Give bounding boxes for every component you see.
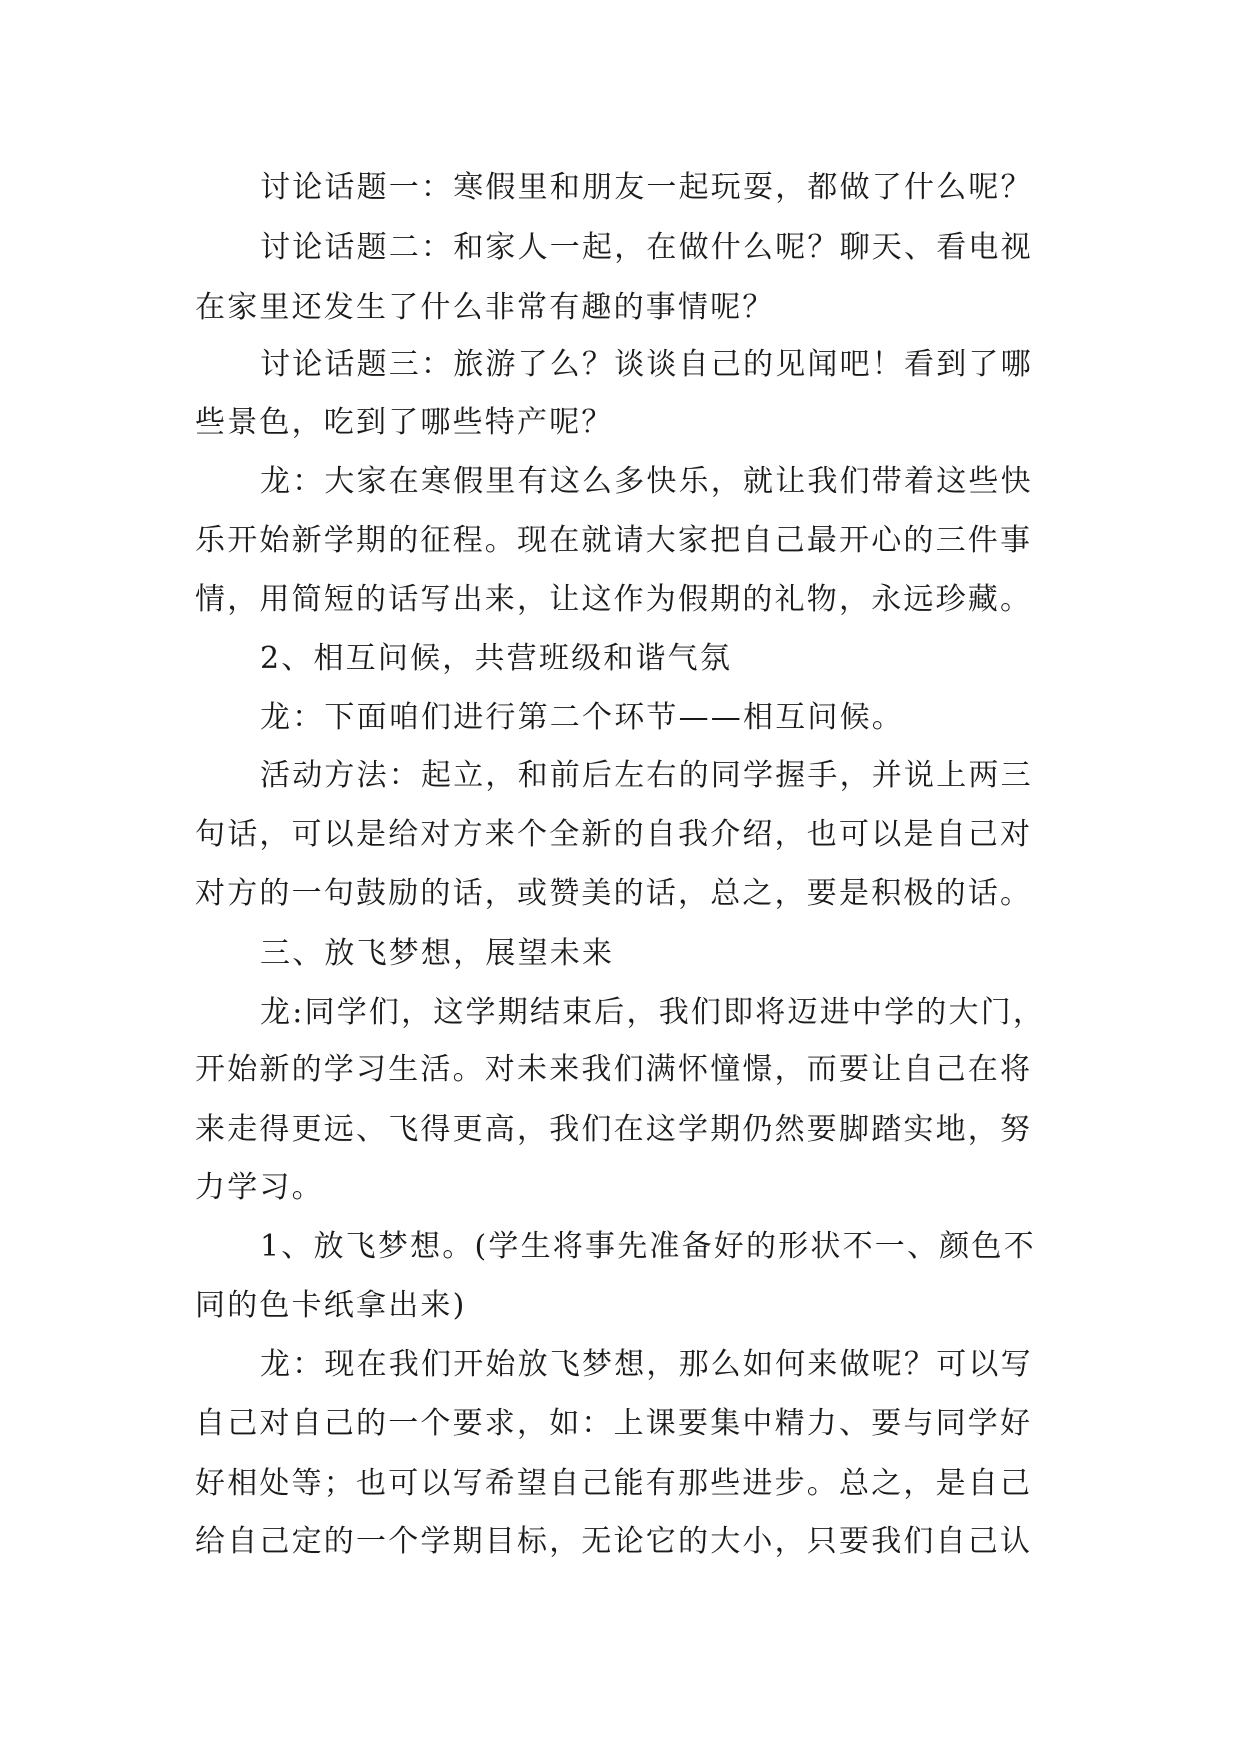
text-line: 讨论话题一：寒假里和朋友一起玩耍，都做了什么呢？ <box>260 170 1033 205</box>
text-line: 自己对自己的一个要求，如：上课要集中精力、要与同学好 <box>195 1406 1033 1441</box>
text-line: 讨论话题二：和家人一起，在做什么呢？聊天、看电视 <box>260 230 1033 265</box>
text-line: 些景色，吃到了哪些特产呢？ <box>195 405 614 440</box>
text-line: 情，用简短的话写出来，让这作为假期的礼物，永远珍藏。 <box>195 582 1033 617</box>
text-line: 给自己定的一个学期目标，无论它的大小，只要我们自己认 <box>195 1524 1033 1559</box>
text-line: 同的色卡纸拿出来) <box>195 1288 467 1323</box>
text-line: 开始新的学习生活。对未来我们满怀憧憬，而要让自己在将 <box>195 1052 1033 1087</box>
text-line: 活动方法：起立，和前后左右的同学握手，并说上两三 <box>260 758 1033 793</box>
text-line: 讨论话题三：旅游了么？谈谈自己的见闻吧！看到了哪 <box>260 347 1033 382</box>
text-line: 三、放飞梦想，展望未来 <box>260 936 615 971</box>
text-line: 好相处等；也可以写希望自己能有那些进步。总之，是自己 <box>195 1466 1033 1501</box>
text-line: 龙：大家在寒假里有这么多快乐，就让我们带着这些快 <box>260 464 1033 499</box>
text-line: 1、放飞梦想。(学生将事先准备好的形状不一、颜色不 <box>260 1229 1036 1264</box>
text-line: 龙：现在我们开始放飞梦想，那么如何来做呢？可以写 <box>260 1347 1033 1382</box>
text-line: 在家里还发生了什么非常有趣的事情呢？ <box>195 290 775 325</box>
text-line: 句话，可以是给对方来个全新的自我介绍，也可以是自己对 <box>195 817 1033 852</box>
text-line: 龙：下面咱们进行第二个环节——相互问候。 <box>260 700 904 735</box>
text-line: 龙:同学们，这学期结束后，我们即将迈进中学的大门， <box>260 995 1046 1030</box>
text-line: 对方的一句鼓励的话，或赞美的话，总之，要是积极的话。 <box>195 876 1033 911</box>
text-line: 力学习。 <box>195 1170 324 1205</box>
text-line: 2、相互问候，共营班级和谐气氛 <box>260 641 733 676</box>
text-line: 乐开始新学期的征程。现在就请大家把自己最开心的三件事 <box>195 523 1033 558</box>
text-line: 来走得更远、飞得更高，我们在这学期仍然要脚踏实地，努 <box>195 1112 1033 1147</box>
